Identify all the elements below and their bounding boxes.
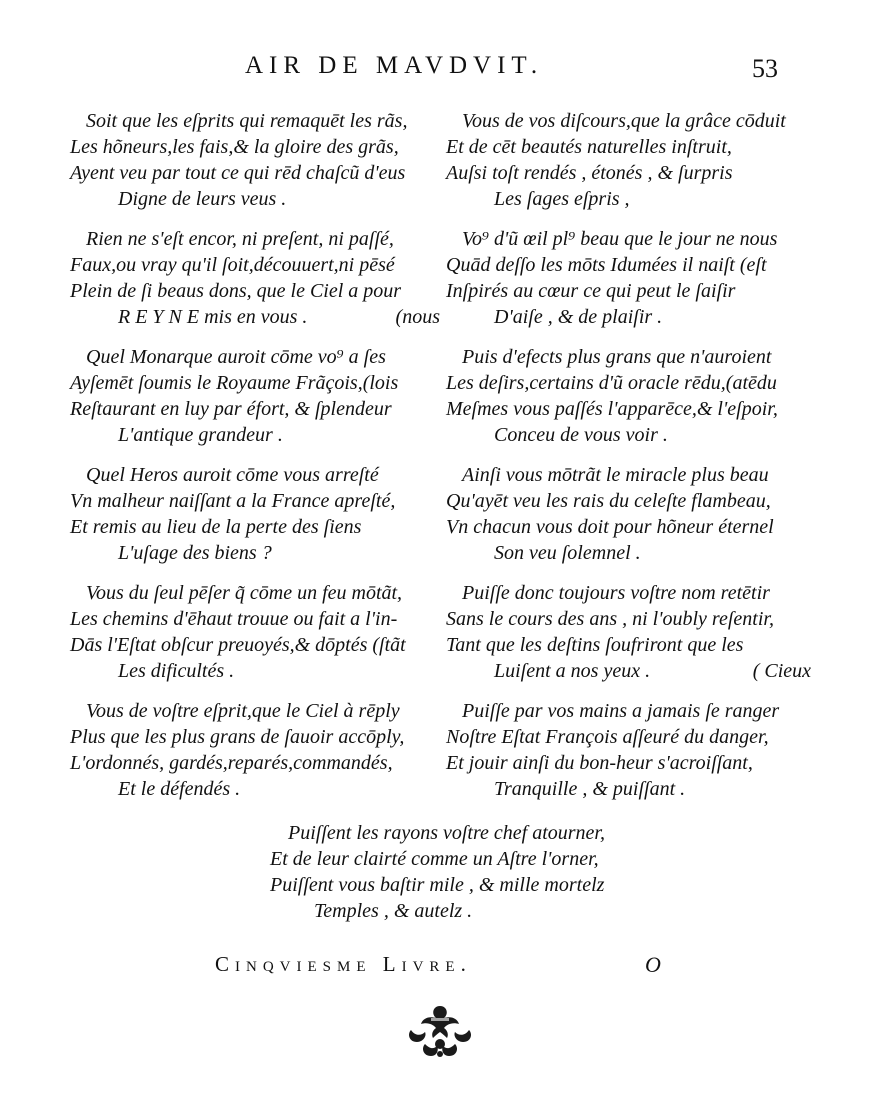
verse-line [70, 252, 440, 278]
verse-text: Ayent veu par tout ce qui rēd chaſcũ d'eus [70, 162, 406, 184]
verse-text: Conceu de vous voir . [494, 424, 668, 446]
verse-line [446, 108, 811, 134]
verse-text: Les hõneurs,les fais,& la gloire des grãs, [70, 136, 399, 158]
verse-line [446, 396, 811, 422]
verse-text: Vn chacun vous doit pour hõneur éternel [446, 516, 774, 538]
verse-line [70, 540, 440, 566]
verse-text: L'antique grandeur . [118, 424, 283, 446]
verse-text: Faux,ou vray qu'il ſoit,découuert,ni pēsé [70, 254, 395, 276]
verse-text: L'ordonnés, gardés,reparés,commandés, [70, 752, 393, 774]
verse-line [70, 776, 440, 802]
verse-text: Plus que les plus grans de ſauoir accōply, [70, 726, 405, 748]
verse-line [446, 540, 811, 566]
verse-line: Temples , & autelz . [314, 900, 473, 922]
verse-text: Et le défendés . [118, 778, 241, 800]
verse-text: Reſtaurant en luy par éfort, & ſplendeur [70, 398, 392, 420]
verse-line [446, 134, 811, 160]
stanza [70, 344, 440, 462]
verse-text: Plein de ſi beaus dons, que le Ciel a pour [70, 280, 402, 302]
verse-line [70, 632, 440, 658]
verse-text: Les deſirs,certains d'ũ oracle rēdu,(atēdu [446, 372, 777, 394]
stanza [70, 698, 440, 816]
stanza [446, 698, 811, 816]
verse-text: Les ſages eſpris , [494, 188, 630, 210]
verse-line [70, 278, 440, 304]
stanza [446, 580, 811, 698]
verse-text: Soit que les eſprits qui remaquēt les rãs, [86, 110, 408, 132]
verse-line [446, 344, 811, 370]
stanza [70, 580, 440, 698]
verse-text: Dās l'Eſtat obſcur preuoyés,& dōptés (ſtãt [70, 634, 406, 656]
verse-line [70, 462, 440, 488]
book-section-catchword: Cinqviesme Livre. [215, 952, 472, 976]
verse-line [446, 186, 811, 212]
verse-line [446, 422, 811, 448]
running-title: AIR DE MAVDVIT. [245, 52, 544, 79]
verse-line [446, 370, 811, 396]
verse-text: Auſsi toſt rendés , étonés , & ſurpris [446, 162, 733, 184]
verse-line: Puiſſent vous baſtir mile , & mille mortelz [270, 874, 605, 896]
carry-over-word: ( Cieux [752, 660, 811, 682]
verse-line [446, 488, 811, 514]
verse-text: Tant que les deſtins ſoufriront que les [446, 634, 744, 656]
verse-line [446, 304, 811, 330]
verse-line [70, 370, 440, 396]
running-head [0, 46, 873, 86]
verse-line [70, 134, 440, 160]
verse-line [70, 514, 440, 540]
verse-text: Qu'ayēt veu les rais du celeſte flambeau, [446, 490, 771, 512]
verse-line [70, 186, 440, 212]
verse-line [446, 226, 811, 252]
verse-line [70, 658, 440, 684]
verse-line [446, 606, 811, 632]
fleuron-ornament-icon [403, 1000, 477, 1060]
verse-line [446, 580, 811, 606]
left-column [70, 108, 440, 816]
stanza [70, 226, 440, 344]
verse-line [70, 108, 440, 134]
verse-line [446, 724, 811, 750]
verse-line: Et de leur clairté comme un Aſtre l'orner, [270, 848, 599, 870]
stanza [446, 226, 811, 344]
verse-line [446, 278, 811, 304]
verse-text: D'aiſe , & de plaiſir . [494, 306, 663, 328]
verse-line [446, 658, 811, 684]
verse-line [70, 344, 440, 370]
verse-text: Vo⁹ d'ũ œil pl⁹ beau que le jour ne nous [462, 228, 778, 250]
verse-line [70, 226, 440, 252]
verse-text: Luiſent a nos yeux . [494, 660, 651, 682]
signature-mark: O [645, 952, 661, 977]
verse-text: Rien ne s'eſt encor, ni preſent, ni paſſé, [86, 228, 394, 250]
verse-text: Les chemins d'ēhaut trouue ou fait a l'in- [70, 608, 398, 630]
verse-text: Tranquille , & puiſſant . [494, 778, 686, 800]
verse-text: Ainſi vous mōtrãt le miracle plus beau [462, 464, 769, 486]
verse-text: Meſmes vous paſſés l'apparēce,& l'eſpoir, [446, 398, 778, 420]
verse-text: L'uſage des biens ? [118, 542, 272, 564]
stanza [446, 344, 811, 462]
page-number: 53 [752, 54, 778, 83]
verse-text: Puiſſe par vos mains a jamais ſe ranger [462, 700, 780, 722]
verse-text: Sans le cours des ans , ni l'oubly reſentir, [446, 608, 774, 630]
carry-over-word: (nous [395, 306, 440, 328]
right-column [446, 108, 811, 816]
verse-text: Inſpirés au cœur ce qui peut le ſaiſir [446, 280, 736, 302]
verse-text: Et remis au lieu de la perte des ſiens [70, 516, 362, 538]
verse-line [446, 698, 811, 724]
verse-text: Puiſſe donc toujours voſtre nom retētir [462, 582, 770, 604]
verse-line [70, 488, 440, 514]
verse-text: Vous de vos diſcours,que la grâce cōduit [462, 110, 786, 132]
verse-line [446, 160, 811, 186]
verse-line [70, 160, 440, 186]
verse-line [446, 632, 811, 658]
verse-text: Quād deſſo les mōts Idumées il naiſt (eſt [446, 254, 767, 276]
verse-line [70, 750, 440, 776]
verse-line [446, 462, 811, 488]
verse-text: Vous du ſeul pēſer q̃ cōme un feu mōtãt, [86, 582, 403, 604]
stanza [70, 108, 440, 226]
verse-line [70, 606, 440, 632]
verse-text: Vn malheur naiſſant a la France apreſté, [70, 490, 396, 512]
verse-line [70, 580, 440, 606]
stanza [446, 108, 811, 226]
verse-line [70, 724, 440, 750]
verse-line [446, 252, 811, 278]
verse-text: Quel Heros auroit cōme vous arreſté [86, 464, 379, 486]
verse-text: Et de cēt beautés naturelles inſtruit, [446, 136, 732, 158]
verse-line [446, 514, 811, 540]
verse-text: Noſtre Eſtat François aſſeuré du danger, [446, 726, 769, 748]
verse-text: R E Y N E mis en vous . [118, 306, 308, 328]
verse-text: Et jouir ainſi du bon-heur s'acroiſſant, [446, 752, 753, 774]
verse-line [70, 422, 440, 448]
verse-text: Ayſemēt ſoumis le Royaume Frãçois,(lois [70, 372, 399, 394]
verse-text: Quel Monarque auroit cōme vo⁹ a ſes [86, 346, 386, 368]
verse-text: Son veu ſolemnel . [494, 542, 641, 564]
catchline [215, 952, 665, 984]
verse-text: Vous de voſtre eſprit,que le Ciel à rēply [86, 700, 400, 722]
stanza [446, 462, 811, 580]
verse-text: Digne de leurs veus . [118, 188, 287, 210]
verse-line [446, 750, 811, 776]
verse-text: Les dificultés . [118, 660, 235, 682]
verse-line [70, 698, 440, 724]
stanza [70, 462, 440, 580]
verse-line: Puiſſent les rayons voſtre chef atourner, [288, 822, 605, 844]
verse-line [70, 396, 440, 422]
verse-line [446, 776, 811, 802]
verse-text: Puis d'efects plus grans que n'auroient [462, 346, 772, 368]
verse-line [70, 304, 440, 330]
closing-stanza [270, 820, 690, 924]
